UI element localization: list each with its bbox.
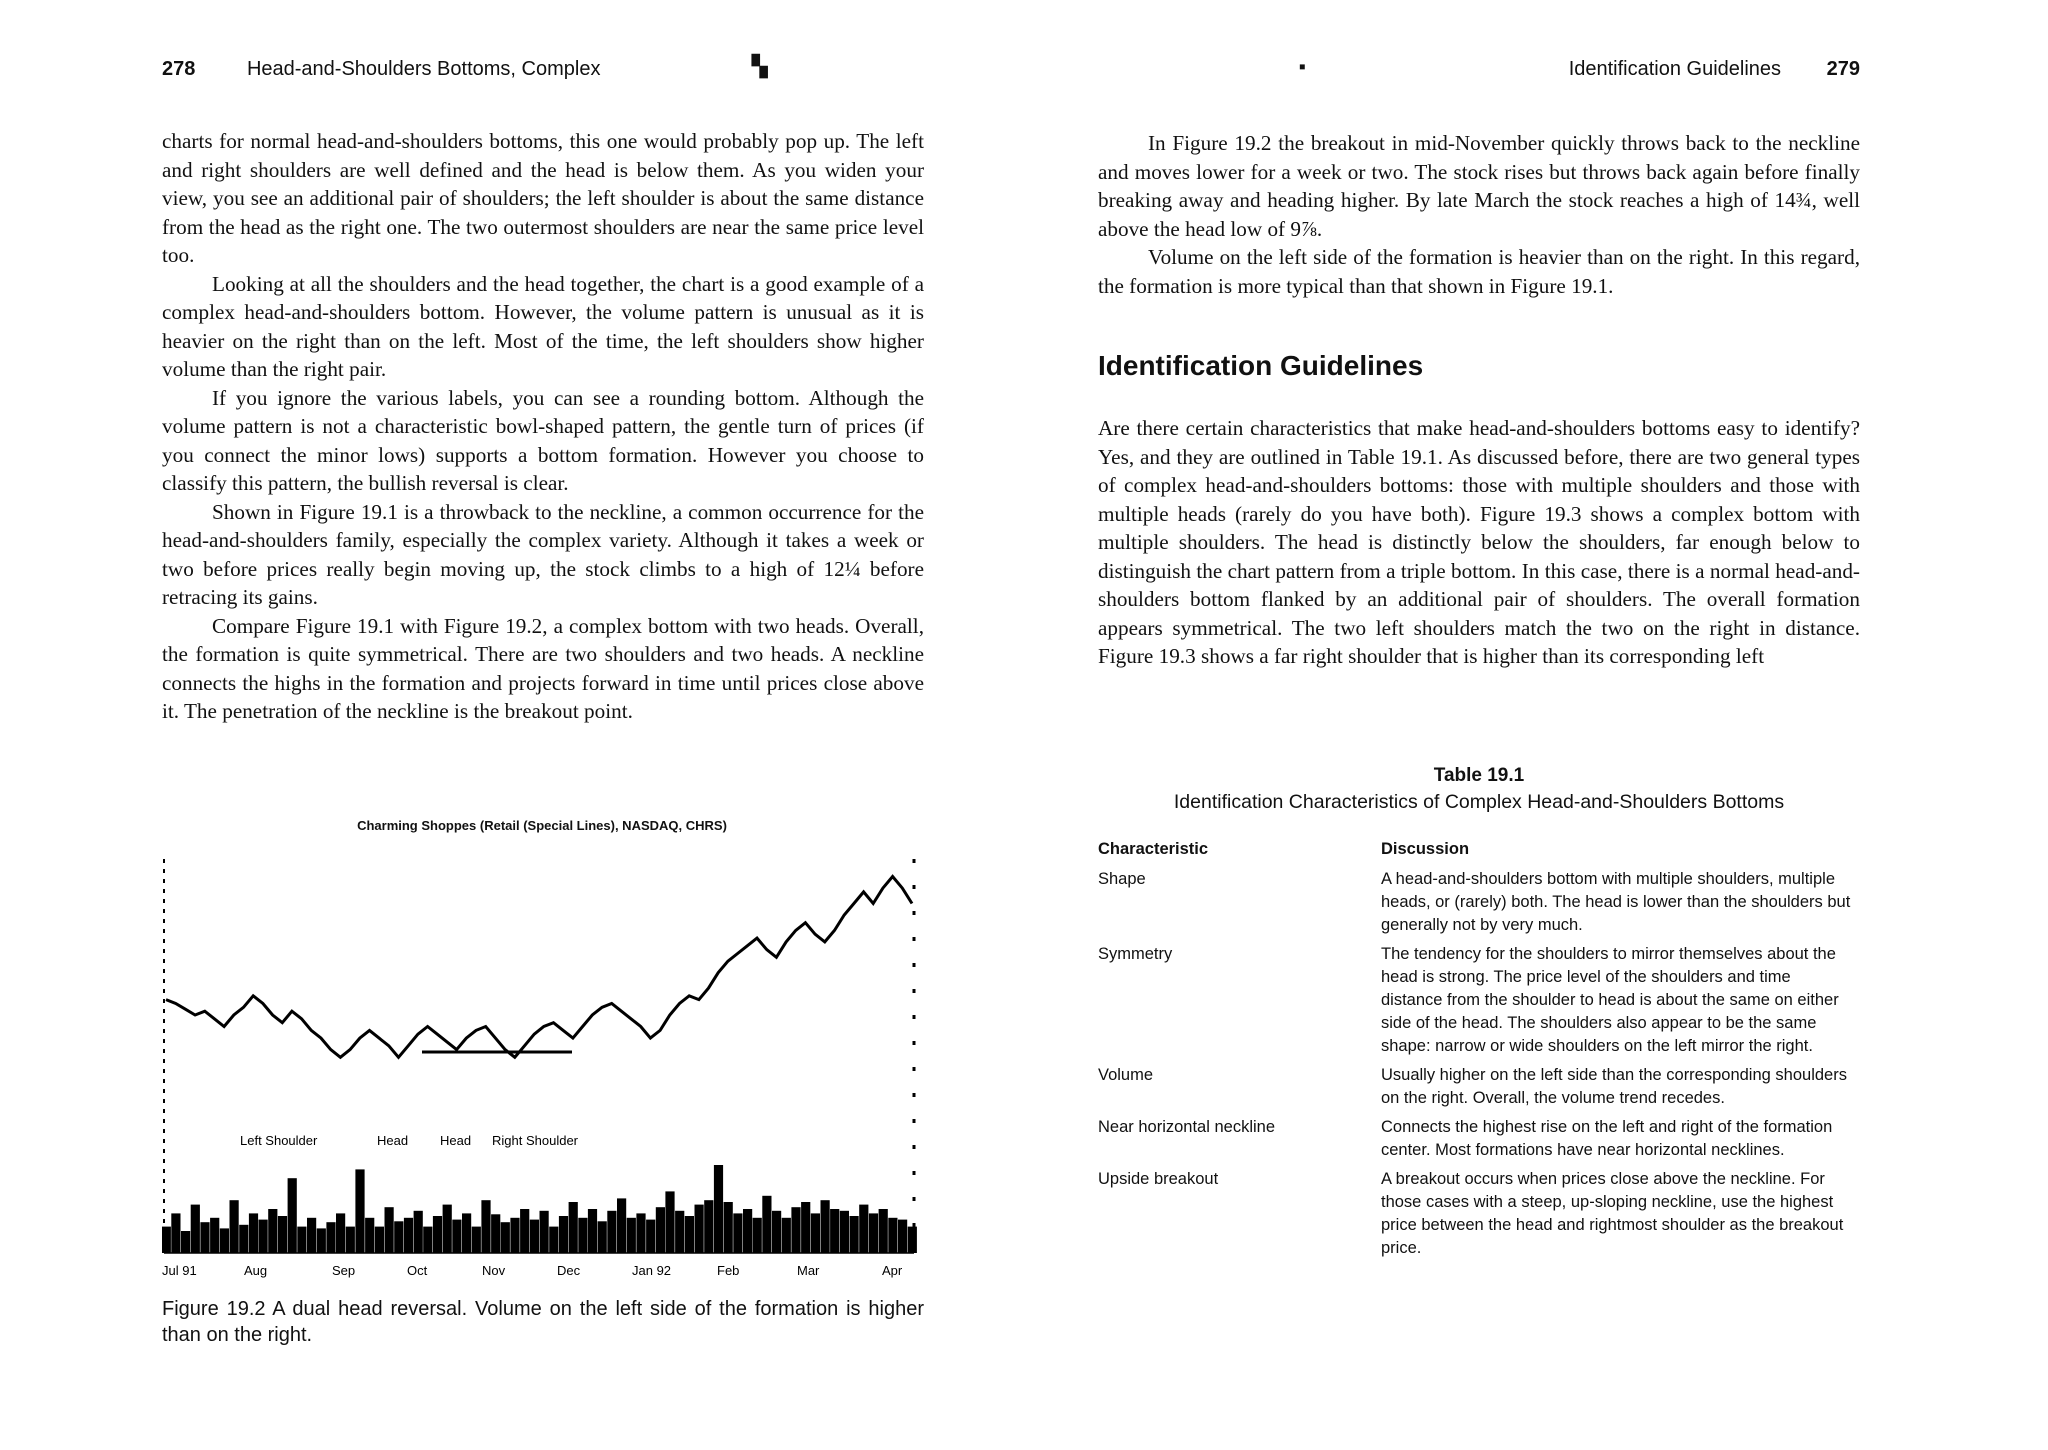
volume-bar [859,1205,868,1253]
volume-bar [404,1218,413,1253]
x-tick-label: Sep [332,1263,356,1278]
right-page-number: 279 [1826,58,1860,80]
table-title-block [1098,763,1860,815]
volume-bar [665,1191,674,1253]
price-series [166,877,912,1058]
table-title: Identification Characteristics of Complex Head-and-Shoulders Bottoms [1173,791,1785,813]
table-cell: A head-and-shoulders bottom with multiple shoulders, multiple heads, or (rarely) both. The head is lower than the shoulders but generally not by very much. [1381,870,1851,934]
table-row [1098,1168,1860,1260]
volume-bar [491,1214,500,1253]
volume-bar [607,1211,616,1253]
figure-caption: Figure 19.2 A dual head reversal. Volume on the left side of the formation is higher than on the right. [162,1298,924,1346]
x-tick-label: Jul 91 [162,1263,197,1278]
table-cell: Symmetry [1098,945,1173,963]
table-header [1098,830,1860,868]
table-cell: Usually higher on the left side than the corresponding shoulders on the right. Overall, the volume trend recedes. [1381,1066,1847,1107]
paragraph: Volume on the left side of the formation is heavier than on the right. In this regard, the formation is more typical than that shown in Figure 19.1. [1098,245,1860,298]
table-row [1098,868,1860,937]
volume-bar [743,1209,752,1253]
right-page [1098,0,1860,1450]
print-mark-icon: ▪ [1298,56,1306,78]
volume-bar [840,1211,849,1253]
volume-bar [433,1216,442,1253]
print-mark-icon: ▚ [752,56,768,78]
table-cell: Volume [1098,1066,1154,1084]
volume-bar [636,1213,645,1253]
volume-bar [762,1196,771,1253]
left-running-head-title: Head-and-Shoulders Bottoms, Complex [246,58,601,80]
price-volume-chart [162,845,924,1285]
volume-bar [414,1211,423,1253]
volume-bar [375,1227,384,1253]
chart-title: Charming Shoppes (Retail (Special Lines), NASDAQ, CHRS) [357,818,727,833]
volume-bar [443,1205,452,1253]
volume-bar [520,1209,529,1253]
volume-bar [317,1228,326,1253]
volume-bar [510,1218,519,1253]
volume-bar [733,1213,742,1253]
paragraph: Are there certain characteristics that make head-and-shoulders bottoms easy to identify? Yes, and they are outlined in Table 19.1. As discussed before, there are two general types of complex head-and-shoulders bottoms: those with multiple shoulders and those with multiple heads (rarely do you have both). Figure 19.3 shows a complex bottom with multiple shoulders. The head is distinctly below the shoulders, far enough below to distinguish the chart pattern from a triple bottom. In this case, there is a normal head-and-shoulders bottom flanked by an additional pair of shoulders. The overall formation appears symmetrical. The two left shoulders match the two on the right in distance. Figure 19.3 shows a far right shoulder that is higher than its corresponding left [1098,416,1860,668]
volume-bar [549,1227,558,1253]
right-running-head-title: Identification Guidelines [1568,58,1782,80]
table-cell: The tendency for the shoulders to mirror themselves about the head is strong. The price level of the shoulders and time distance from the shoulder to head is about the same on either side of the head. The shoulders also appear to be the same shape: narrow or wide shoulders on the left mirror the right. [1381,945,1839,1055]
volume-bar [791,1207,800,1253]
right-intro-text [1098,129,1860,300]
volume-bar [898,1220,907,1253]
volume-bar [423,1227,432,1253]
left-page-number: 278 [162,58,196,80]
volume-bar [578,1218,587,1253]
table-row [1098,1116,1860,1162]
x-tick-label: Mar [797,1263,820,1278]
x-tick-label: Nov [482,1263,506,1278]
volume-bar [782,1218,791,1253]
volume-bar [355,1169,364,1253]
volume-bar [617,1198,626,1253]
volume-bar [598,1221,607,1253]
volume-bar [675,1211,684,1253]
table-cell: Shape [1098,870,1146,888]
volume-bar [569,1202,578,1253]
volume-bar [627,1218,636,1253]
table-cell: Connects the highest rise on the left and right of the formation center. Most formations have near horizontal necklines. [1381,1118,1833,1159]
volume-bar [646,1220,655,1253]
volume-bar [210,1218,219,1253]
volume-bar [714,1165,723,1253]
volume-bar [704,1200,713,1253]
paragraph: If you ignore the various labels, you can see a rounding bottom. Although the volume pattern is not a characteristic bowl-shaped pattern, the gentle turn of prices (if you connect the minor lows) supports a bottom formation. However you choose to classify this pattern, the bullish reversal is clear. [162,385,924,495]
volume-bar [462,1213,471,1253]
identification-table [1098,830,1860,1266]
volume-bar [685,1216,694,1253]
table-label: Table 19.1 [1433,765,1525,786]
volume-bar [588,1209,597,1253]
right-guideline-text [1098,414,1860,671]
volume-bar [656,1207,665,1253]
volume-bar [191,1205,200,1253]
volume-bar [259,1220,268,1253]
volume-bar [821,1200,830,1253]
x-tick-label: Oct [407,1263,428,1278]
volume-bar [307,1218,316,1253]
volume-bar [481,1200,490,1253]
volume-bar [501,1222,510,1253]
volume-bar [181,1231,190,1253]
volume-bar [326,1222,335,1253]
volume-bar [724,1202,733,1253]
volume-bar [346,1227,355,1253]
paragraph: Compare Figure 19.1 with Figure 19.2, a complex bottom with two heads. Overall, the formation is quite symmetrical. There are two shoulders and two heads. A neckline connects the highs in the formation and projects forward in time until prices close above it. The penetration of the neckline is the breakout point. [162,613,924,723]
column-header: Characteristic [1098,839,1209,858]
left-page [162,0,922,1450]
paragraph: Looking at all the shoulders and the head together, the chart is a good example of a complex head-and-shoulders bottom. However, the volume pattern is unusual as it is heavier on the right than on the left. Most of the time, the left shoulders show higher volume than the right pair. [162,271,924,381]
x-tick-label: Feb [717,1263,740,1278]
table-cell: Near horizontal neckline [1098,1118,1276,1136]
volume-bar [394,1221,403,1253]
volume-bar [336,1213,345,1253]
x-tick-label: Apr [882,1263,903,1278]
volume-bar [171,1213,180,1253]
pattern-annotation: Left Shoulder [240,1133,318,1148]
volume-bar [540,1211,549,1253]
right-running-head [1298,56,1860,81]
pattern-annotation: Right Shoulder [492,1133,578,1148]
volume-bar [850,1216,859,1253]
table-row [1098,1064,1860,1110]
volume-bar [278,1216,287,1253]
volume-bar [811,1213,820,1253]
volume-bar [288,1178,297,1253]
pattern-annotation: Head [377,1133,409,1148]
volume-bar [385,1207,394,1253]
volume-bar [530,1220,539,1253]
volume-bar [297,1227,306,1253]
table-row [1098,943,1860,1058]
volume-bar [162,1227,171,1253]
volume-bar [869,1213,878,1253]
column-header: Discussion [1381,839,1470,858]
paragraph: In Figure 19.2 the breakout in mid-November quickly throws back to the neckline and moves lower for a week or two. The stock rises but throws back again before finally breaking away and heading higher. By late March the stock reaches a high of 14¾, well above the head low of 9⅞. [1098,131,1860,241]
volume-bar [879,1209,888,1253]
paragraph: charts for normal head-and-shoulders bottoms, this one would probably pop up. The left and right shoulders are well defined and the head is below them. As you widen your view, you see an additional pair of shoulders; the left shoulder is about the same distance from the head as the right one. The two outermost shoulders are near the same price level too. [162,129,924,267]
left-body-text [162,127,924,726]
volume-bar [772,1211,781,1253]
volume-bar [830,1209,839,1253]
volume-bar [559,1216,568,1253]
volume-bar [452,1220,461,1253]
volume-bar [695,1205,704,1253]
volume-bar [230,1200,239,1253]
pattern-annotation: Head [440,1133,472,1148]
volume-bar [365,1218,374,1253]
volume-bar [249,1213,258,1253]
left-running-head [162,56,768,81]
x-tick-label: Jan 92 [632,1263,672,1278]
table-cell: A breakout occurs when prices close above the neckline. For those cases with a steep, up-sloping neckline, use the highest price between the head and rightmost shoulder as the breakout price. [1381,1170,1844,1257]
volume-bar [888,1218,897,1253]
paragraph: Shown in Figure 19.1 is a throwback to the neckline, a common occurrence for the head-and-shoulders family, especially the complex variety. Although it takes a week or two before prices really begin moving up, the stock climbs to a high of 12¼ before retracing its gains. [162,499,924,609]
x-tick-label: Dec [557,1263,581,1278]
volume-bar [753,1218,762,1253]
volume-bar [220,1228,229,1253]
volume-bar [801,1202,810,1253]
volume-bar [200,1222,209,1253]
x-tick-label: Aug [244,1263,268,1278]
volume-bar [908,1227,917,1253]
volume-bar [268,1209,277,1253]
section-heading: Identification Guidelines [1098,350,1424,381]
table-cell: Upside breakout [1098,1170,1219,1188]
volume-bar [239,1225,248,1253]
volume-bar [472,1227,481,1253]
